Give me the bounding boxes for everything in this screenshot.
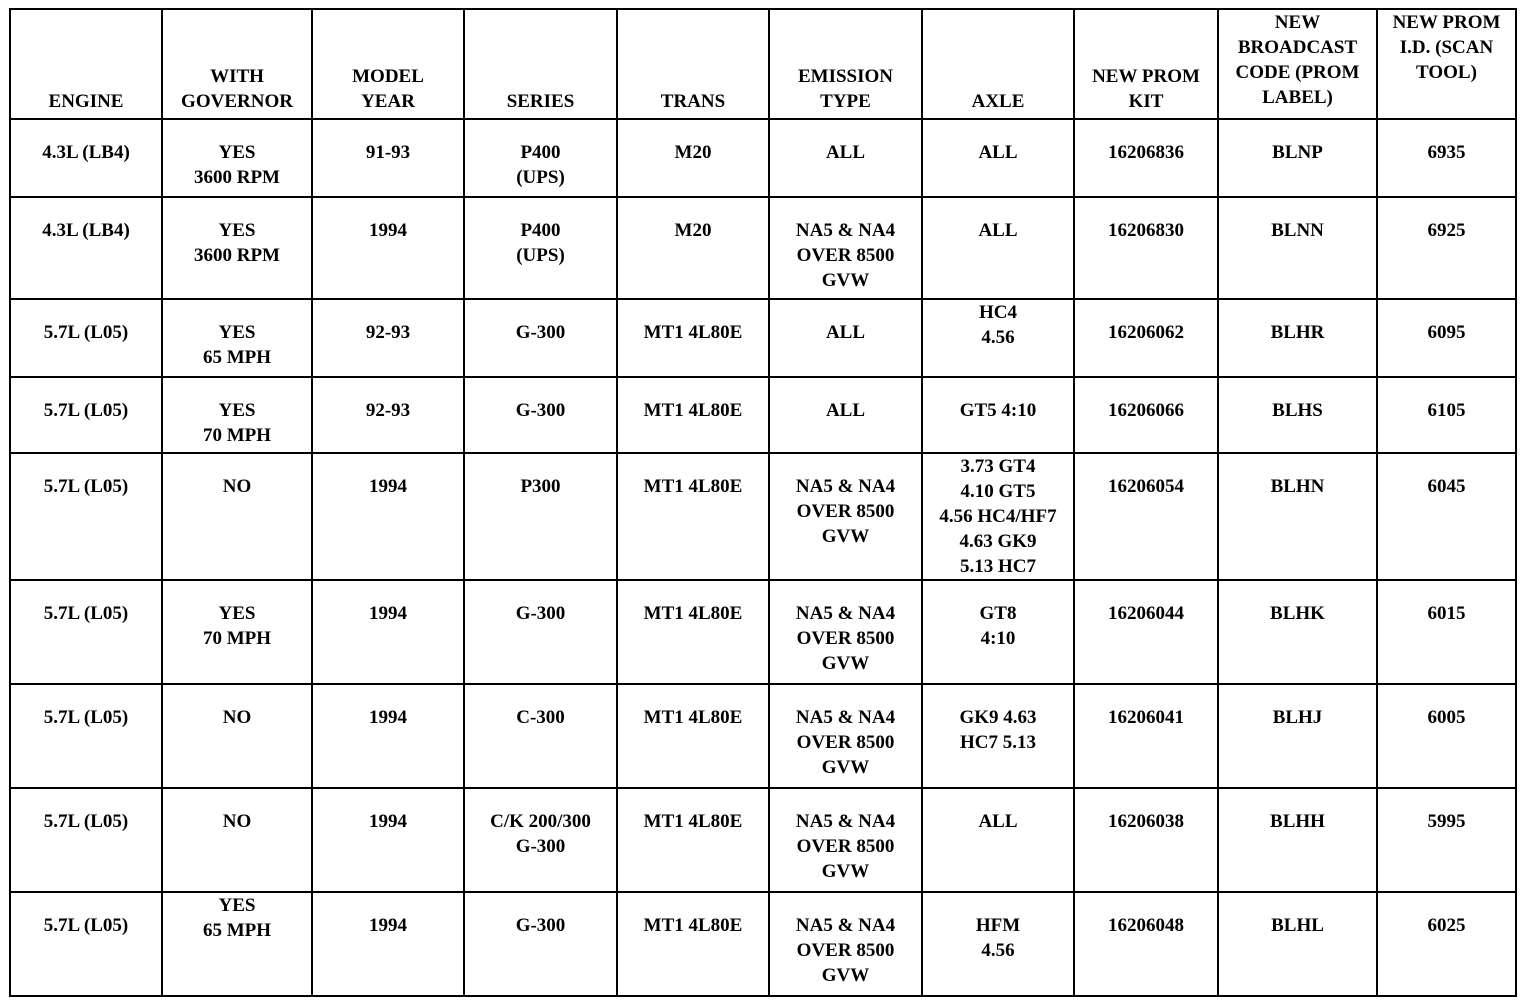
cell-model-year: 1994 [312,580,464,684]
cell-engine: 4.3L (LB4) [10,119,162,197]
cell-new-prom-kit: 16206062 [1074,299,1218,377]
header-row [10,9,1516,119]
cell-axle: HFM 4.56 [922,892,1074,996]
cell-prom-id: 6105 [1377,377,1516,453]
cell-new-prom-kit: 16206066 [1074,377,1218,453]
cell-model-year: 1994 [312,892,464,996]
cell-engine: 5.7L (L05) [10,299,162,377]
column-header-engine: ENGINE [10,9,162,119]
cell-trans: MT1 4L80E [617,299,769,377]
table-row [10,892,1516,996]
column-header-trans: TRANS [617,9,769,119]
cell-series: P300 [464,453,617,580]
cell-new-prom-kit: 16206041 [1074,684,1218,788]
prom-calibration-table [9,8,1517,997]
cell-axle: ALL [922,788,1074,892]
cell-engine: 5.7L (L05) [10,684,162,788]
cell-trans: MT1 4L80E [617,684,769,788]
cell-model-year: 92-93 [312,377,464,453]
cell-engine: 5.7L (L05) [10,453,162,580]
cell-engine: 5.7L (L05) [10,892,162,996]
table-row [10,377,1516,453]
cell-trans: M20 [617,197,769,299]
cell-series: G-300 [464,299,617,377]
table-row [10,197,1516,299]
cell-axle: GT5 4:10 [922,377,1074,453]
cell-with-governor: NO [162,788,312,892]
cell-with-governor: YES 70 MPH [162,377,312,453]
cell-engine: 5.7L (L05) [10,788,162,892]
cell-model-year: 91-93 [312,119,464,197]
cell-axle: ALL [922,119,1074,197]
cell-with-governor: YES 3600 RPM [162,119,312,197]
cell-prom-id: 6005 [1377,684,1516,788]
cell-emission-type: ALL [769,377,922,453]
cell-broadcast-code: BLHS [1218,377,1377,453]
cell-series: C-300 [464,684,617,788]
table-row [10,453,1516,580]
table-body [10,119,1516,996]
table-row [10,119,1516,197]
cell-new-prom-kit: 16206836 [1074,119,1218,197]
prom-document [9,8,1517,997]
cell-emission-type: NA5 & NA4 OVER 8500 GVW [769,892,922,996]
cell-model-year: 1994 [312,684,464,788]
cell-series: C/K 200/300 G-300 [464,788,617,892]
cell-prom-id: 6935 [1377,119,1516,197]
cell-emission-type: NA5 & NA4 OVER 8500 GVW [769,197,922,299]
table-row [10,788,1516,892]
cell-prom-id: 6025 [1377,892,1516,996]
cell-engine: 5.7L (L05) [10,580,162,684]
table-row [10,580,1516,684]
cell-model-year: 92-93 [312,299,464,377]
cell-broadcast-code: BLHJ [1218,684,1377,788]
cell-broadcast-code: BLNP [1218,119,1377,197]
cell-with-governor: NO [162,453,312,580]
cell-model-year: 1994 [312,197,464,299]
cell-new-prom-kit: 16206048 [1074,892,1218,996]
cell-trans: MT1 4L80E [617,892,769,996]
cell-axle: 3.73 GT4 4.10 GT5 4.56 HC4/HF7 4.63 GK9 5.13 HC7 [922,453,1074,580]
cell-axle: GT8 4:10 [922,580,1074,684]
cell-broadcast-code: BLHH [1218,788,1377,892]
cell-new-prom-kit: 16206038 [1074,788,1218,892]
cell-trans: MT1 4L80E [617,580,769,684]
cell-axle: GK9 4.63 HC7 5.13 [922,684,1074,788]
cell-emission-type: NA5 & NA4 OVER 8500 GVW [769,580,922,684]
cell-with-governor: YES 70 MPH [162,580,312,684]
column-header-prom-id: NEW PROM I.D. (SCAN TOOL) [1377,9,1516,119]
cell-emission-type: ALL [769,299,922,377]
column-header-series: SERIES [464,9,617,119]
cell-broadcast-code: BLHR [1218,299,1377,377]
cell-series: P400 (UPS) [464,197,617,299]
cell-engine: 5.7L (L05) [10,377,162,453]
cell-with-governor: NO [162,684,312,788]
cell-with-governor: YES 65 MPH [162,299,312,377]
cell-new-prom-kit: 16206044 [1074,580,1218,684]
cell-broadcast-code: BLHK [1218,580,1377,684]
cell-new-prom-kit: 16206054 [1074,453,1218,580]
cell-emission-type: NA5 & NA4 OVER 8500 GVW [769,684,922,788]
column-header-with-governor: WITH GOVERNOR [162,9,312,119]
cell-axle: ALL [922,197,1074,299]
cell-trans: MT1 4L80E [617,788,769,892]
column-header-model-year: MODEL YEAR [312,9,464,119]
column-header-emission-type: EMISSION TYPE [769,9,922,119]
cell-axle: HC4 4.56 [922,299,1074,377]
cell-series: G-300 [464,580,617,684]
cell-trans: MT1 4L80E [617,377,769,453]
cell-broadcast-code: BLHL [1218,892,1377,996]
cell-trans: MT1 4L80E [617,453,769,580]
cell-with-governor: YES 3600 RPM [162,197,312,299]
cell-prom-id: 6045 [1377,453,1516,580]
table-row [10,299,1516,377]
cell-prom-id: 6015 [1377,580,1516,684]
cell-emission-type: ALL [769,119,922,197]
cell-trans: M20 [617,119,769,197]
cell-broadcast-code: BLNN [1218,197,1377,299]
column-header-broadcast-code: NEW BROADCAST CODE (PROM LABEL) [1218,9,1377,119]
cell-broadcast-code: BLHN [1218,453,1377,580]
cell-prom-id: 6925 [1377,197,1516,299]
cell-model-year: 1994 [312,453,464,580]
cell-model-year: 1994 [312,788,464,892]
cell-engine: 4.3L (LB4) [10,197,162,299]
cell-emission-type: NA5 & NA4 OVER 8500 GVW [769,788,922,892]
cell-prom-id: 6095 [1377,299,1516,377]
cell-series: P400 (UPS) [464,119,617,197]
cell-with-governor: YES 65 MPH [162,892,312,996]
cell-series: G-300 [464,892,617,996]
cell-prom-id: 5995 [1377,788,1516,892]
cell-series: G-300 [464,377,617,453]
column-header-axle: AXLE [922,9,1074,119]
column-header-new-prom-kit: NEW PROM KIT [1074,9,1218,119]
table-row [10,684,1516,788]
cell-emission-type: NA5 & NA4 OVER 8500 GVW [769,453,922,580]
cell-new-prom-kit: 16206830 [1074,197,1218,299]
